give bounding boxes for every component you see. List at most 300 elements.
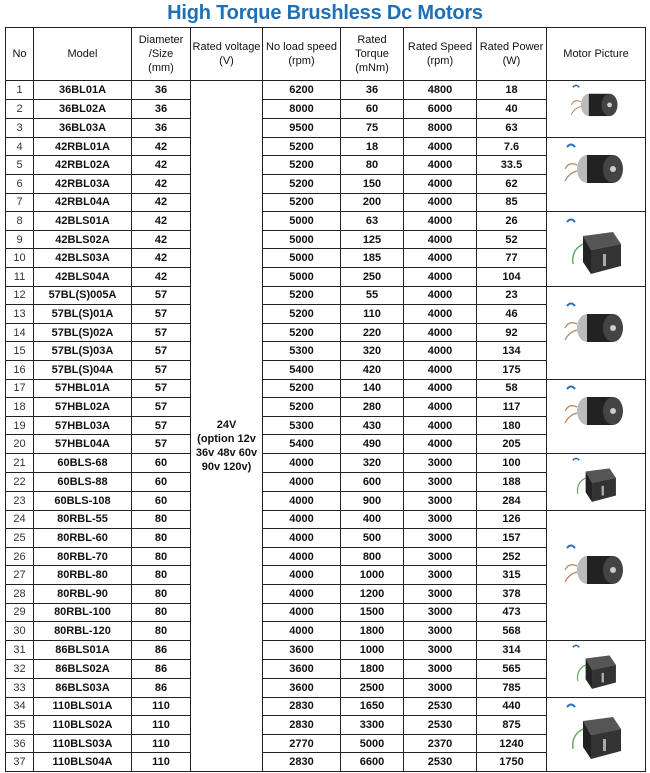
cell-diameter: 86 [132,659,191,678]
cell-no: 10 [6,249,34,268]
cell-power: 188 [477,472,547,491]
cell-no: 7 [6,193,34,212]
cell-no-load-speed: 9500 [263,118,341,137]
cell-no-load-speed: 8000 [263,99,341,118]
cell-model: 80RBL-100 [34,603,132,622]
cell-power: 104 [477,267,547,286]
cell-no: 14 [6,323,34,342]
cell-diameter: 60 [132,472,191,491]
cell-torque: 1200 [341,585,404,604]
cell-no: 37 [6,753,34,772]
cell-no-load-speed: 5200 [263,174,341,193]
cell-no-load-speed: 2830 [263,753,341,772]
cell-power: 157 [477,529,547,548]
cell-no: 19 [6,416,34,435]
cell-power: 62 [477,174,547,193]
cell-power: 785 [477,678,547,697]
voltage-line: 24V [216,419,237,431]
motor-picture [547,640,646,697]
cell-no-load-speed: 5400 [263,360,341,379]
cell-no-load-speed: 5400 [263,435,341,454]
cell-model: 42RBL01A [34,137,132,156]
cell-rated-speed: 3000 [404,472,477,491]
cell-no-load-speed: 2830 [263,697,341,716]
cell-torque: 320 [341,453,404,472]
cell-no-load-speed: 5200 [263,286,341,305]
cell-rated-speed: 3000 [404,622,477,641]
cell-diameter: 57 [132,360,191,379]
cell-no: 28 [6,585,34,604]
cell-no-load-speed: 4000 [263,529,341,548]
header-power [477,28,547,81]
cell-rated-speed: 3000 [404,640,477,659]
cell-model: 36BL03A [34,118,132,137]
cell-rated-speed: 2530 [404,716,477,735]
cell-rated-speed: 2530 [404,697,477,716]
cell-diameter: 80 [132,510,191,529]
cell-no: 33 [6,678,34,697]
table-row [6,137,646,156]
cell-power: 314 [477,640,547,659]
header-torque [341,28,404,81]
cell-model: 42BLS04A [34,267,132,286]
cell-model: 60BLS-88 [34,472,132,491]
cell-no: 15 [6,342,34,361]
cell-no: 35 [6,716,34,735]
cell-torque: 75 [341,118,404,137]
cell-power: 875 [477,716,547,735]
cell-no-load-speed: 4000 [263,472,341,491]
table-row [6,212,646,231]
header-line: (W) [502,55,521,67]
cell-rated-speed: 4000 [404,435,477,454]
cell-diameter: 42 [132,193,191,212]
cell-torque: 2500 [341,678,404,697]
header-line: /Size [148,48,174,60]
table-row [6,453,646,472]
cell-torque: 18 [341,137,404,156]
cell-power: 134 [477,342,547,361]
table-row [6,697,646,716]
cell-torque: 1800 [341,622,404,641]
cell-no: 12 [6,286,34,305]
cell-diameter: 36 [132,99,191,118]
cell-rated-speed: 4000 [404,323,477,342]
cell-model: 80RBL-60 [34,529,132,548]
cell-diameter: 80 [132,585,191,604]
cell-rated-speed: 4000 [404,416,477,435]
cell-diameter: 80 [132,547,191,566]
cell-diameter: 57 [132,286,191,305]
cell-power: 18 [477,81,547,100]
cell-model: 110BLS02A [34,716,132,735]
cell-model: 57HBL01A [34,379,132,398]
header-picture: Motor Picture [547,28,646,81]
cell-torque: 60 [341,99,404,118]
cell-power: 440 [477,697,547,716]
cell-no-load-speed: 5000 [263,230,341,249]
cell-no-load-speed: 4000 [263,453,341,472]
cell-no-load-speed: 5200 [263,305,341,324]
cell-no-load-speed: 4000 [263,547,341,566]
cell-rated-speed: 4000 [404,137,477,156]
cell-torque: 1800 [341,659,404,678]
cell-rated-speed: 4000 [404,342,477,361]
cell-power: 126 [477,510,547,529]
cell-power: 33.5 [477,156,547,175]
cell-model: 86BLS03A [34,678,132,697]
round-motor-icon [561,81,631,137]
cell-rated-speed: 4000 [404,379,477,398]
cell-model: 42BLS02A [34,230,132,249]
round-motor-icon [561,139,631,209]
cell-model: 42RBL04A [34,193,132,212]
cell-no: 22 [6,472,34,491]
cell-model: 42RBL02A [34,156,132,175]
cell-model: 60BLS-68 [34,453,132,472]
cell-no: 13 [6,305,34,324]
header-line: No load speed [266,41,337,53]
cell-rated-speed: 4000 [404,230,477,249]
cell-diameter: 42 [132,156,191,175]
cell-torque: 1000 [341,640,404,659]
cell-no-load-speed: 5200 [263,156,341,175]
cell-no-load-speed: 5000 [263,249,341,268]
cell-torque: 150 [341,174,404,193]
cell-torque: 800 [341,547,404,566]
cell-no-load-speed: 3600 [263,678,341,697]
table-row [6,640,646,659]
cell-no: 17 [6,379,34,398]
header-line: Rated Power [479,41,544,53]
cell-no-load-speed: 2770 [263,734,341,753]
cell-torque: 400 [341,510,404,529]
cell-rated-speed: 4000 [404,305,477,324]
cell-power: 63 [477,118,547,137]
cell-torque: 200 [341,193,404,212]
cell-rated-speed: 4000 [404,193,477,212]
cell-torque: 1000 [341,566,404,585]
cell-rated-speed: 3000 [404,566,477,585]
cell-power: 284 [477,491,547,510]
header-line: Rated [357,34,387,46]
round-motor-icon [561,298,631,368]
cell-torque: 3300 [341,716,404,735]
cell-torque: 185 [341,249,404,268]
cell-rated-speed: 4000 [404,286,477,305]
cell-no: 32 [6,659,34,678]
cell-torque: 600 [341,472,404,491]
cell-torque: 55 [341,286,404,305]
cell-power: 58 [477,379,547,398]
cell-torque: 1500 [341,603,404,622]
cell-rated-speed: 3000 [404,659,477,678]
cell-torque: 63 [341,212,404,231]
cell-diameter: 86 [132,678,191,697]
cell-diameter: 57 [132,323,191,342]
cell-no-load-speed: 6200 [263,81,341,100]
cell-no: 21 [6,453,34,472]
header-line: (rpm) [426,55,454,67]
cell-torque: 280 [341,398,404,417]
voltage-line: 36v 48v 60v [195,447,258,459]
header-no: No [6,28,34,81]
cell-diameter: 42 [132,212,191,231]
header-line: (V) [219,55,234,67]
cell-torque: 900 [341,491,404,510]
cell-rated-speed: 3000 [404,453,477,472]
cell-torque: 140 [341,379,404,398]
cell-power: 1240 [477,734,547,753]
cell-rated-speed: 4000 [404,398,477,417]
cell-no: 30 [6,622,34,641]
cell-model: 57BL(S)005A [34,286,132,305]
round-motor-icon [561,381,631,451]
square-motor-icon [561,454,631,510]
cell-diameter: 57 [132,379,191,398]
cell-diameter: 110 [132,734,191,753]
cell-power: 40 [477,99,547,118]
cell-no-load-speed: 5000 [263,267,341,286]
cell-no-load-speed: 4000 [263,491,341,510]
cell-no: 16 [6,360,34,379]
cell-diameter: 80 [132,622,191,641]
cell-diameter: 57 [132,305,191,324]
header-voltage [191,28,263,81]
cell-no: 11 [6,267,34,286]
cell-diameter: 60 [132,491,191,510]
cell-model: 57BL(S)04A [34,360,132,379]
cell-rated-speed: 4000 [404,267,477,286]
cell-no: 24 [6,510,34,529]
cell-model: 57HBL02A [34,398,132,417]
cell-no-load-speed: 5000 [263,212,341,231]
header-line: Diameter [138,34,184,46]
cell-rated-speed: 2370 [404,734,477,753]
cell-model: 80RBL-90 [34,585,132,604]
cell-no: 20 [6,435,34,454]
cell-diameter: 36 [132,81,191,100]
cell-no-load-speed: 5200 [263,137,341,156]
cell-no-load-speed: 4000 [263,585,341,604]
cell-no: 4 [6,137,34,156]
cell-power: 77 [477,249,547,268]
cell-power: 568 [477,622,547,641]
cell-diameter: 42 [132,267,191,286]
cell-no: 34 [6,697,34,716]
header-line: Rated voltage [192,41,261,53]
cell-model: 110BLS01A [34,697,132,716]
cell-no: 23 [6,491,34,510]
cell-power: 52 [477,230,547,249]
header-line: Torque [355,48,389,60]
voltage-line: 90v 120v) [201,461,252,473]
motor-picture [547,286,646,379]
cell-model: 86BLS01A [34,640,132,659]
cell-rated-speed: 4000 [404,174,477,193]
cell-diameter: 42 [132,249,191,268]
cell-model: 86BLS02A [34,659,132,678]
cell-no: 9 [6,230,34,249]
cell-no: 18 [6,398,34,417]
header-no-load-speed [263,28,341,81]
cell-diameter: 42 [132,174,191,193]
cell-model: 57BL(S)02A [34,323,132,342]
cell-torque: 420 [341,360,404,379]
cell-torque: 36 [341,81,404,100]
table-row [6,510,646,529]
header-diameter [132,28,191,81]
cell-power: 565 [477,659,547,678]
cell-power: 378 [477,585,547,604]
cell-model: 42BLS03A [34,249,132,268]
table-row [6,379,646,398]
cell-no: 3 [6,118,34,137]
cell-power: 100 [477,453,547,472]
cell-diameter: 42 [132,137,191,156]
cell-no-load-speed: 5200 [263,379,341,398]
cell-rated-speed: 4000 [404,156,477,175]
cell-model: 80RBL-55 [34,510,132,529]
cell-torque: 125 [341,230,404,249]
motor-picture [547,212,646,286]
cell-diameter: 80 [132,529,191,548]
cell-torque: 1650 [341,697,404,716]
cell-rated-speed: 3000 [404,491,477,510]
cell-no-load-speed: 4000 [263,622,341,641]
cell-rated-speed: 3000 [404,585,477,604]
cell-model: 42BLS01A [34,212,132,231]
cell-diameter: 80 [132,603,191,622]
cell-rated-speed: 3000 [404,678,477,697]
cell-no: 26 [6,547,34,566]
cell-diameter: 57 [132,416,191,435]
cell-torque: 500 [341,529,404,548]
cell-model: 110BLS03A [34,734,132,753]
cell-model: 36BL02A [34,99,132,118]
cell-no-load-speed: 3600 [263,640,341,659]
cell-power: 315 [477,566,547,585]
table-body [6,81,646,772]
cell-model: 42RBL03A [34,174,132,193]
cell-no-load-speed: 5200 [263,193,341,212]
cell-torque: 220 [341,323,404,342]
cell-rated-speed: 4800 [404,81,477,100]
cell-rated-speed: 2530 [404,753,477,772]
cell-torque: 320 [341,342,404,361]
cell-diameter: 60 [132,453,191,472]
cell-power: 26 [477,212,547,231]
table-row [6,286,646,305]
cell-rated-speed: 3000 [404,510,477,529]
motor-spec-table [5,27,646,772]
cell-power: 175 [477,360,547,379]
table-row [6,81,646,100]
cell-rated-voltage [191,81,263,772]
cell-torque: 80 [341,156,404,175]
header-row [6,28,646,81]
cell-model: 80RBL-80 [34,566,132,585]
cell-no: 8 [6,212,34,231]
header-line: (mm) [148,62,174,74]
cell-no: 25 [6,529,34,548]
cell-power: 473 [477,603,547,622]
cell-diameter: 57 [132,398,191,417]
cell-rated-speed: 4000 [404,249,477,268]
cell-power: 252 [477,547,547,566]
motor-picture [547,453,646,510]
motor-picture [547,379,646,453]
cell-no-load-speed: 4000 [263,510,341,529]
cell-no-load-speed: 5200 [263,398,341,417]
cell-diameter: 110 [132,697,191,716]
cell-rated-speed: 3000 [404,529,477,548]
cell-no: 6 [6,174,34,193]
cell-power: 7.6 [477,137,547,156]
square-motor-icon [561,641,631,697]
header-line: (mNm) [355,62,389,74]
cell-rated-speed: 8000 [404,118,477,137]
cell-model: 57BL(S)03A [34,342,132,361]
header-model: Model [34,28,132,81]
cell-torque: 250 [341,267,404,286]
cell-no: 27 [6,566,34,585]
header-line: Rated Speed [407,41,473,53]
cell-diameter: 36 [132,118,191,137]
motor-picture [547,137,646,211]
motor-picture [547,697,646,771]
cell-power: 205 [477,435,547,454]
cell-torque: 490 [341,435,404,454]
cell-no: 31 [6,640,34,659]
cell-rated-speed: 3000 [404,547,477,566]
cell-rated-speed: 4000 [404,360,477,379]
cell-model: 57BL(S)01A [34,305,132,324]
cell-no: 1 [6,81,34,100]
cell-model: 60BLS-108 [34,491,132,510]
cell-no-load-speed: 4000 [263,566,341,585]
motor-picture [547,81,646,138]
cell-torque: 5000 [341,734,404,753]
cell-power: 92 [477,323,547,342]
cell-no-load-speed: 5200 [263,323,341,342]
cell-rated-speed: 3000 [404,603,477,622]
cell-torque: 6600 [341,753,404,772]
cell-diameter: 42 [132,230,191,249]
header-line: (rpm) [288,55,315,67]
voltage-line: (option 12v [197,433,256,445]
cell-no-load-speed: 5300 [263,416,341,435]
cell-no: 5 [6,156,34,175]
cell-rated-speed: 6000 [404,99,477,118]
cell-power: 23 [477,286,547,305]
cell-power: 117 [477,398,547,417]
cell-no: 29 [6,603,34,622]
cell-torque: 430 [341,416,404,435]
header-rated-speed [404,28,477,81]
motor-picture [547,510,646,640]
cell-model: 36BL01A [34,81,132,100]
cell-power: 46 [477,305,547,324]
cell-diameter: 110 [132,716,191,735]
cell-no-load-speed: 3600 [263,659,341,678]
cell-power: 85 [477,193,547,212]
cell-diameter: 86 [132,640,191,659]
square-motor-icon [561,214,631,284]
round-motor-icon [561,540,631,610]
cell-no: 2 [6,99,34,118]
cell-model: 57HBL03A [34,416,132,435]
